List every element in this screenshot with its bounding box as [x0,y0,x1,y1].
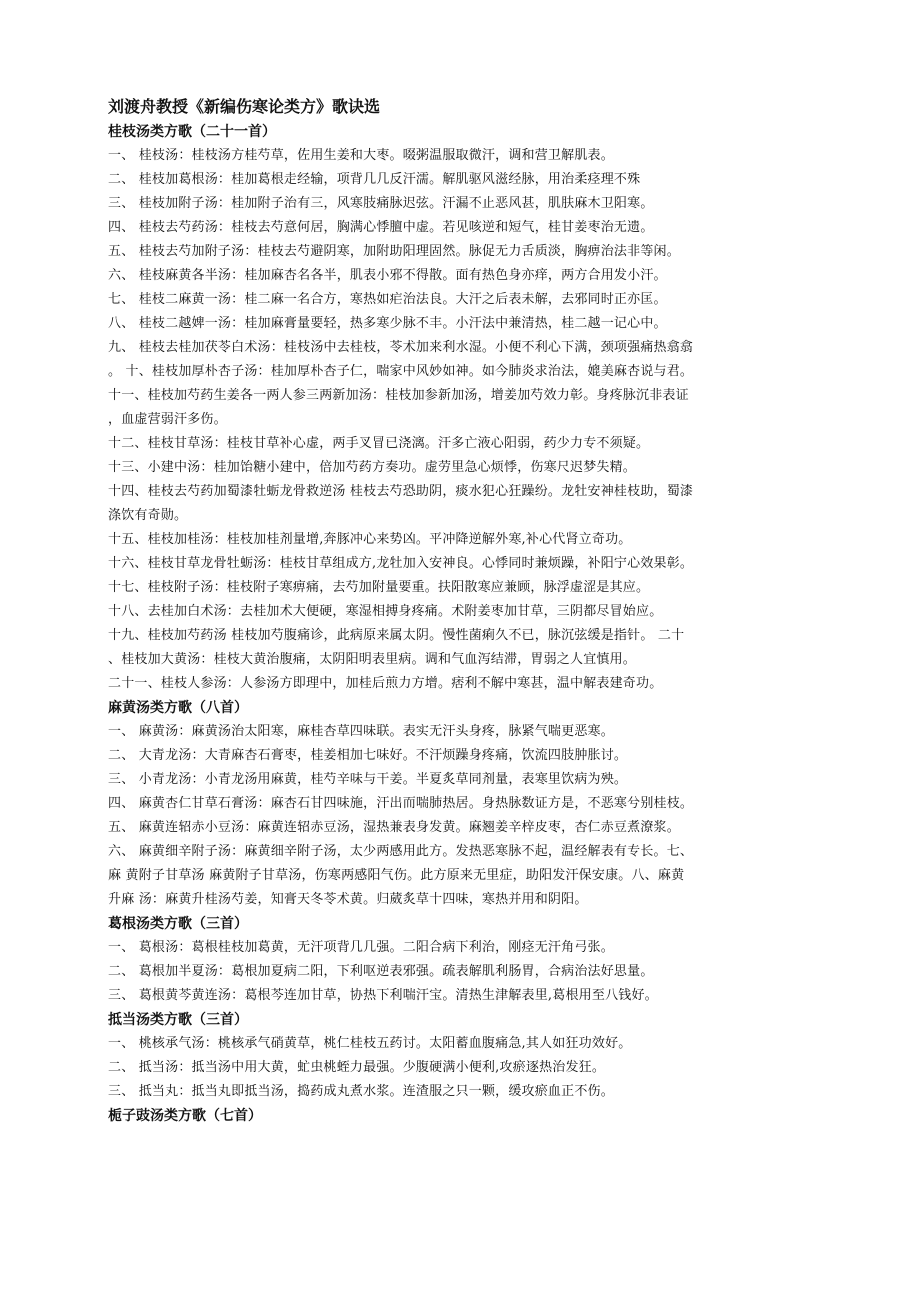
verse-line: 一、 桂枝汤：桂枝汤方桂芍草，佐用生姜和大枣。啜粥温服取微汗，调和营卫解肌表。 [108,148,614,163]
verse-line: 六、 桂枝麻黄各半汤：桂加麻杏名各半，肌表小邪不得散。面有热色身亦痒，两方合用发小汗。 [108,268,667,283]
verse-line: 二、 葛根加半夏汤：葛根加夏病二阳，下利呕逆表邪强。疏表解肌利肠胃，合病治法好思量。 [108,964,654,979]
verse-line: 五、 麻黄连轺赤小豆汤：麻黄连轺赤豆汤，湿热兼表身发黄。麻翘姜辛梓皮枣，杏仁赤豆煮潦浆。 [108,820,680,835]
verse-line: 一、 麻黄汤：麻黄汤治太阳寒，麻桂杏草四味联。表实无汗头身疼，脉紧气喘更恶寒。 [108,724,614,739]
verse-line: 四、 麻黄杏仁甘草石膏汤：麻杏石甘四味施，汗出而喘肺热居。身热脉数证方是，不恶寒兮别桂枝。 [108,796,694,811]
verse-line: 一、 葛根汤：葛根桂枝加葛黄，无汗项背几几强。二阳合病下利治，刚痉无汗角弓张。 [108,940,614,955]
section-heading: 桂枝汤类方歌（二十一首） [108,124,276,140]
verse-line: 十七、桂枝附子汤：桂枝附子寒痹痛，去芍加附量要重。扶阳散寒应兼顾，脉浮虚涩是其应。 [108,580,650,595]
verse-line: 三、 小青龙汤：小青龙汤用麻黄，桂芍辛味与干姜。半夏炙草同剂量，表寒里饮病为殃。 [108,772,628,787]
verse-line: 十五、桂枝加桂汤：桂枝加桂剂量增,奔豚冲心来势凶。平冲降逆解外寒,补心代肾立奇功。 [108,532,632,547]
verse-line: 十六、桂枝甘草龙骨牡蛎汤：桂枝甘草组成方,龙牡加入安神良。心悸同时兼烦躁，补阳宁心效果彰。 [108,556,694,571]
verse-line: 二、 抵当汤：抵当汤中用大黄，虻虫桃蛭力最强。少腹硬满小便利,攻瘀逐热治发狂。 [108,1060,606,1075]
verse-line: 十八、去桂加白术汤：去桂加术大便硬，寒湿相搏身疼痛。术附姜枣加甘草，三阴都尽冒始应。 [108,604,663,619]
verse-line: 四、 桂枝去芍药汤：桂枝去芍意何居，胸满心悸膻中虚。若见咳逆和短气，桂甘姜枣治无遗。 [108,220,654,235]
verse-line: ，血虚营弱汗多伤。 [108,412,227,427]
section-zhizichi [108,1104,832,1128]
verse-line: 二、 大青龙汤：大青麻杏石膏枣，桂姜相加七味好。不汗烦躁身疼痛，饮流四肢肿胀讨。 [108,748,628,763]
document-page [108,94,832,1128]
section-didang [108,1008,832,1104]
section-heading: 葛根汤类方歌（三首） [108,916,248,932]
document-title: 刘渡舟教授《新编伤寒论类方》歌诀选 [108,97,381,116]
verse-line: 十二、桂枝甘草汤：桂枝甘草补心虚，两手叉冒已浇漓。汗多亡液心阳弱，药少力专不须疑。 [108,436,650,451]
section-mahuang [108,696,832,912]
verse-line: 七、 桂枝二麻黄一汤：桂二麻一名合方，寒热如疟治法良。大汗之后表未解，去邪同时正亦匡。 [108,292,667,307]
verse-line: 一、 桃核承气汤：桃核承气硝黄草，桃仁桂枝五药讨。太阳蓄血腹痛急,其人如狂功效好。 [108,1036,632,1051]
verse-line: 三、 抵当丸：抵当丸即抵当汤，捣药成丸煮水浆。连渣服之只一颗，缓攻瘀血正不伤。 [108,1084,614,1099]
verse-line: 八、 桂枝二越婢一汤：桂加麻膏量要轻，热多寒少脉不丰。小汗法中兼清热，桂二越一记心中。 [108,316,667,331]
verse-line: 、桂枝加大黄汤：桂枝大黄治腹痛，太阴阳明表里病。调和气血泻结滞，胃弱之人宜慎用。 [108,652,637,667]
verse-line: 三、 葛根黄芩黄连汤：葛根芩连加甘草，协热下利喘汗宝。清热生津解表里,葛根用至八钱好。 [108,988,658,1003]
verse-line: 十四、桂枝去芍药加蜀漆牡蛎龙骨救逆汤 桂枝去芍恐助阴，痰水犯心狂躁纷。龙牡安神桂枝助，蜀漆 [108,484,694,499]
section-heading: 麻黄汤类方歌（八首） [108,700,248,716]
section-heading: 栀子豉汤类方歌（七首） [108,1108,262,1124]
verse-line: 二十一、桂枝人参汤：人参汤方即理中，加桂后煎力方增。痞利不解中寒甚，温中解表建奇功。 [108,676,663,691]
verse-line: 涤饮有奇勋。 [108,508,188,523]
verse-line: 。 十、桂枝加厚朴杏子汤：桂加厚朴杏子仁，喘家中风妙如神。如今肺炎求治法，媲美麻杏说与君。 [108,364,694,379]
verse-line: 十九、桂枝加芍药汤 桂枝加芍腹痛诊，此病原来属太阴。慢性菌痢久不已，脉沉弦缓是指针。 二十 [108,628,685,643]
verse-line: 三、 桂枝加附子汤：桂加附子治有三，风寒肢痛脉迟弦。汗漏不止恶风甚，肌肤麻木卫阳寒。 [108,196,654,211]
verse-line: 十三、小建中汤：桂加饴糖小建中，倍加芍药方奏功。虚劳里急心烦悸，伤寒尺迟梦失精。 [108,460,637,475]
section-gegen [108,912,832,1008]
verse-line: 十一、桂枝加芍药生姜各一两人参三两新加汤：桂枝加参新加汤，增姜加芍效力彰。身疼脉沉非表证 [108,388,689,403]
section-guizhi [108,120,832,696]
section-heading: 抵当汤类方歌（三首） [108,1012,248,1028]
verse-line: 麻 黄附子甘草汤 麻黄附子甘草汤，伤寒两感阳气伤。此方原来无里症，助阳发汗保安康。八、麻黄 [108,868,685,883]
verse-line: 九、 桂枝去桂加茯苓白术汤：桂枝汤中去桂枝，苓术加来利水湿。小便不利心下满，颈项强痛热翕翕 [108,340,694,355]
verse-line: 六、 麻黄细辛附子汤：麻黄细辛附子汤，太少两感用此方。发热恶寒脉不起，温经解表有专长。七、 [108,844,694,859]
verse-line: 升麻 汤：麻黄升桂汤芍姜，知膏天冬苓术黄。归葳炙草十四味，寒热并用和阴阳。 [108,892,588,907]
verse-line: 二、 桂枝加葛根汤：桂加葛根走经输，项背几几反汗濡。解肌驱风滋经脉，用治柔痉理不殊 [108,172,641,187]
verse-line: 五、 桂枝去芍加附子汤：桂枝去芍避阴寒，加附助阳理固然。脉促无力舌质淡，胸痹治法非等闲。 [108,244,680,259]
